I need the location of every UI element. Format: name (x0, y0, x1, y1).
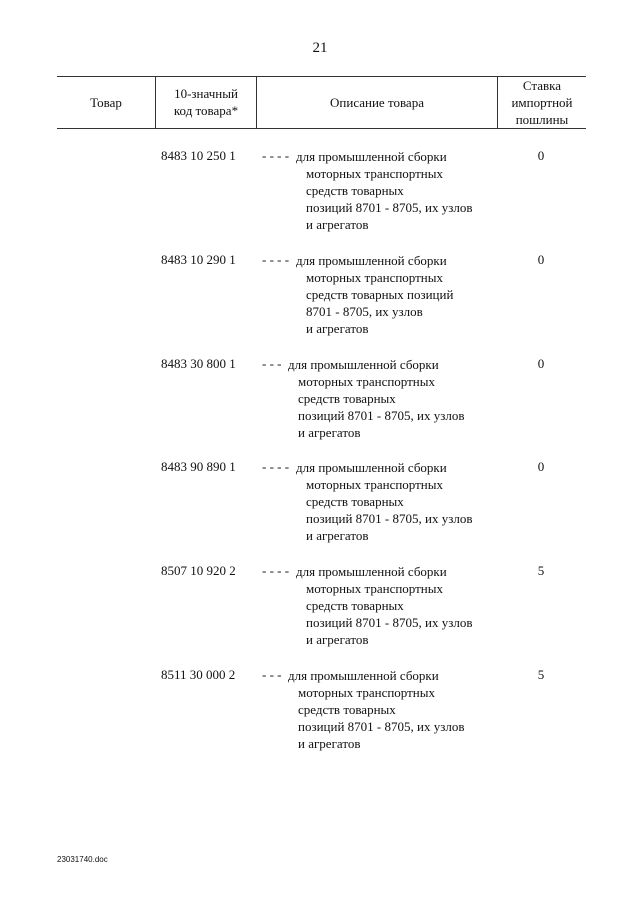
dash-marker: - - - - (262, 252, 290, 267)
dash-marker: - - - - (262, 563, 290, 578)
header-code-line2: код товара* (173, 103, 239, 118)
product-code: 8483 10 290 1 (161, 252, 236, 267)
duty-rate: 0 (537, 252, 545, 267)
description-line: для промышленной сборки (296, 564, 447, 579)
product-description (296, 252, 453, 337)
description-line: моторных транспортных (306, 477, 444, 492)
dash-marker: - - - - (262, 459, 290, 474)
header-bottom-rule (57, 128, 586, 129)
description-line: позиций 8701 - 8705, их узлов (306, 200, 473, 215)
product-description (296, 563, 472, 648)
description-line: моторных транспортных (306, 581, 444, 596)
description-line: средств товарных позиций (306, 287, 454, 302)
header-code (156, 76, 256, 128)
product-description (296, 459, 472, 544)
description-line: и агрегатов (298, 736, 361, 751)
product-code: 8507 10 920 2 (161, 563, 236, 578)
header-rate-line3: пошлины (515, 111, 569, 127)
dash-marker: - - - - (262, 148, 290, 163)
dash-marker: - - - (262, 667, 282, 682)
description-line: средств товарных (298, 391, 396, 406)
description-line: моторных транспортных (306, 270, 444, 285)
duty-rate: 0 (537, 148, 545, 163)
product-code: 8483 90 890 1 (161, 459, 236, 474)
header-rate-line2: импортной (511, 94, 573, 110)
description-line: моторных транспортных (298, 374, 436, 389)
description-line: 8701 - 8705, их узлов (306, 304, 423, 319)
duty-rate: 5 (537, 563, 545, 578)
description-line: и агрегатов (298, 425, 361, 440)
header-product (57, 76, 155, 128)
header-description-label: Описание товара (330, 94, 424, 110)
description-line: и агрегатов (306, 528, 369, 543)
page-number: 21 (312, 40, 328, 56)
description-line: средств товарных (298, 702, 396, 717)
product-code: 8483 10 250 1 (161, 148, 236, 163)
header-description (257, 76, 497, 128)
description-line: моторных транспортных (298, 685, 436, 700)
description-line: для промышленной сборки (288, 357, 439, 372)
product-description (288, 356, 464, 441)
description-line: и агрегатов (306, 632, 369, 647)
description-line: для промышленной сборки (288, 668, 439, 683)
header-rate-line1: Ставка (522, 77, 562, 93)
description-line: моторных транспортных (306, 166, 444, 181)
duty-rate: 0 (537, 356, 545, 371)
description-line: средств товарных (306, 494, 404, 509)
description-line: позиций 8701 - 8705, их узлов (298, 719, 465, 734)
description-line: средств товарных (306, 598, 404, 613)
product-description (296, 148, 472, 233)
footer-filename: 23031740.doc (57, 855, 108, 864)
description-line: и агрегатов (306, 217, 369, 232)
product-code: 8483 30 800 1 (161, 356, 236, 371)
description-line: и агрегатов (306, 321, 369, 336)
description-line: для промышленной сборки (296, 253, 447, 268)
header-rate (498, 76, 586, 128)
description-line: позиций 8701 - 8705, их узлов (306, 615, 473, 630)
header-product-label: Товар (90, 94, 122, 110)
description-line: позиций 8701 - 8705, их узлов (306, 511, 473, 526)
description-line: средств товарных (306, 183, 404, 198)
header-code-line1: 10-значный (174, 86, 238, 101)
dash-marker: - - - (262, 356, 282, 371)
duty-rate: 5 (537, 667, 545, 682)
product-description (288, 667, 464, 752)
duty-rate: 0 (537, 459, 545, 474)
description-line: позиций 8701 - 8705, их узлов (298, 408, 465, 423)
product-code: 8511 30 000 2 (161, 667, 236, 682)
description-line: для промышленной сборки (296, 149, 447, 164)
description-line: для промышленной сборки (296, 460, 447, 475)
